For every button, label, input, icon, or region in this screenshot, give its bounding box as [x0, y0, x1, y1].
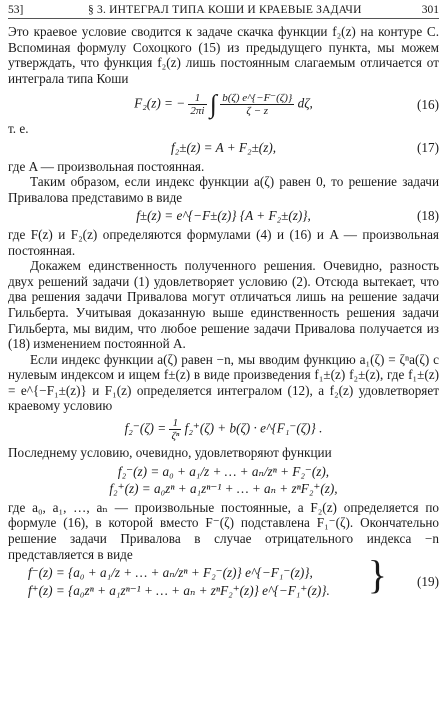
paragraph: Это краевое условие сводится к задаче скачка функции f₂(z) на контуре C. Вспоминая формулу Сохоцкого (15) из предыдущего пункта, мы можем утверждать, что функция f₂(z) лишь постоянным слагаемым отличается от интеграла типа Коши — [8, 24, 439, 86]
equation-boundary-condition — [8, 417, 439, 442]
paragraph: т. е. — [8, 121, 29, 137]
equation-line: f₂⁺(z) = a₀zⁿ + a₁zⁿ⁻¹ + … + aₙ + zⁿF₂⁺(z), — [109, 481, 338, 497]
eq16-integrand: $\frac{b(\zeta) e\^{}\{-F^-(\zeta)\}}{\zeta - z}$ — [222, 92, 293, 118]
equation-fraction: $\frac{1}{\text{ζⁿ}}$ — [171, 417, 180, 443]
integral-sign: ∫ — [209, 90, 217, 120]
equation-16 — [8, 90, 439, 120]
equation-18 — [8, 208, 439, 224]
eq16-coefficient: $\frac{1}{2\pi i}$ — [190, 92, 205, 118]
equation-line: f₂⁻(z) = a₀ + a₁/z + … + aₙ/zⁿ + F₂⁻(z), — [117, 463, 330, 479]
paragraph: где F(z) и F₂(z) определяются формулами (4) и (16) и A — произвольная постоянная. — [8, 226, 439, 258]
equation-number: (18) — [417, 208, 439, 224]
equation-19 — [8, 552, 439, 598]
equation-number: (16) — [417, 97, 439, 113]
equation-body: f±(z) = e^{−F±(z)} {A + F₂±(z)}, — [136, 208, 311, 224]
equation-number: (17) — [417, 139, 439, 155]
running-header — [8, 2, 439, 19]
running-title: § 3. ИНТЕГРАЛ ТИПА КОШИ И КРАЕВЫЕ ЗАДАЧИ — [88, 4, 362, 16]
equation-rhs: f₂⁺(ζ) + b(ζ) · e^{F₁⁻(ζ)} . — [184, 420, 323, 436]
page-number: 301 — [421, 4, 439, 16]
eq16-lhs: F₂(z) = − — [134, 95, 186, 111]
paragraph: Таким образом, если индекс функции a(ζ) равен 0, то решение задачи Привалова представимо в виде — [8, 174, 439, 205]
equation-line: f⁺(z) = {a₀zⁿ + a₁zⁿ⁻¹ + … + aₙ + zⁿF₂⁺(z)} e^{−F₁⁺(z)}. — [28, 582, 330, 598]
paragraph: Если индекс функции a(ζ) равен −n, мы вводим функцию a₁(ζ) = ζⁿa(ζ) с нулевым индексом и ищем f±(z) в виде произведения f₁±(z) f₂±(z), где f₁±(z) = e^{−F₁±(z)} и F₁(z) определяется интегралом (12), а f₂(z) удовлетворяет краевому условию — [8, 351, 439, 414]
right-brace: } — [367, 552, 387, 598]
equation-line: f⁻(z) = {a₀ + a₁/z + … + aₙ/zⁿ + F₂⁻(z)} e^{−F₁⁻(z)}, — [28, 565, 313, 581]
page-text — [8, 24, 439, 601]
equation-body: f₂±(z) = A + F₂±(z), — [170, 139, 277, 155]
equation-17 — [8, 140, 439, 156]
paragraph: Последнему условию, очевидно, удовлетворяют функции — [8, 445, 332, 461]
paragraph: Докажем единственность полученного решения. Очевидно, разность двух решений задачи (1) удовлетворяет условию (2). Отсюда вытекает, что два решения задачи Привалова могут отличаться лишь на решение задачи Гильберта. Учитывая доказанную выше единственность решения задачи Гильберта, мы видим, что любое решение задачи Привалова получается из (18) изменением постоянной A. — [8, 258, 439, 352]
paragraph: где A — произвольная постоянная. — [8, 158, 205, 174]
equation-system-f2 — [8, 464, 439, 497]
eq16-tail: dζ, — [297, 95, 313, 111]
equation-lhs: f₂⁻(ζ) = — [124, 420, 167, 436]
equation-number: (19) — [417, 574, 439, 590]
paragraph: где a₀, a₁, …, aₙ — произвольные постоянные, а F₂(z) определяется по формуле (16), в которой вместо F⁻(ζ) подставлена F₁⁻(ζ). Окончательно решение задачи Привалова в случае отрицательного индекса −n представляется в виде — [8, 499, 439, 562]
section-ref: 53] — [8, 4, 24, 16]
